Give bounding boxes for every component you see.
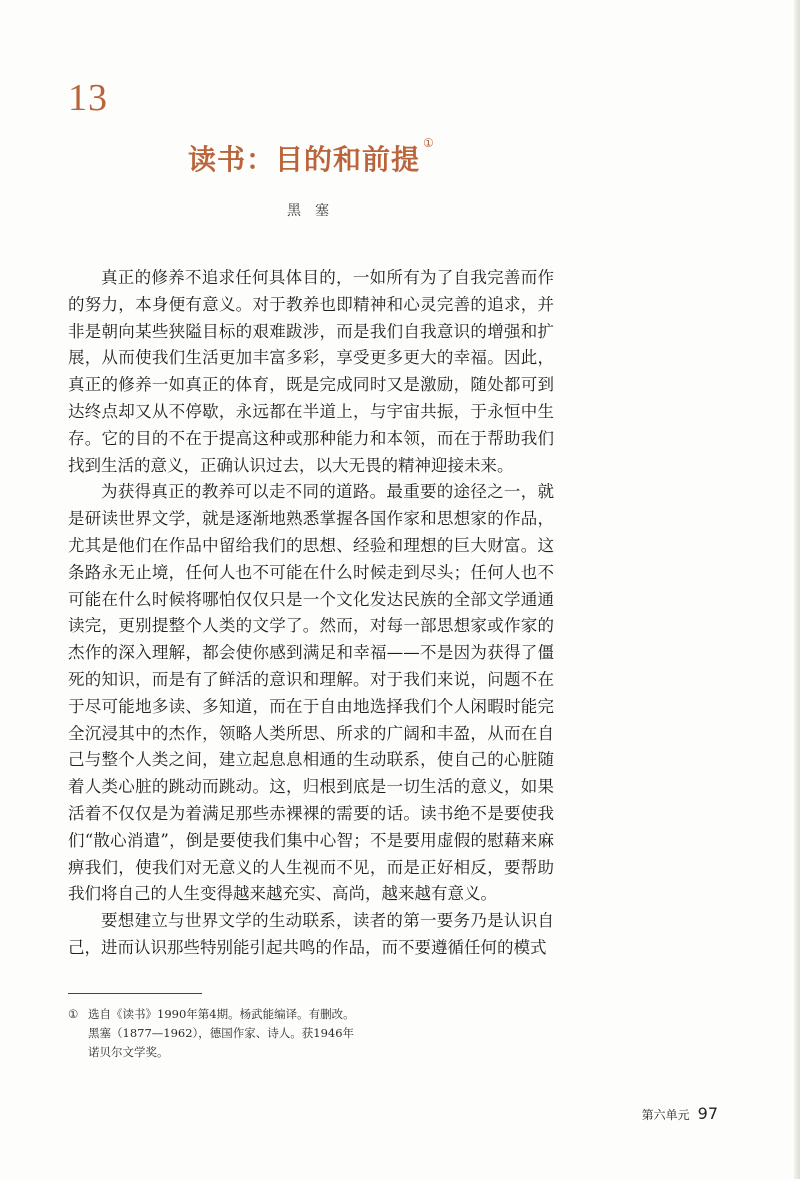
page-number: 97 xyxy=(697,1104,718,1123)
page-edge-shadow xyxy=(794,0,800,1179)
footnote-source: 选自《读书》1990年第4期。杨武能编译。有删改。 xyxy=(88,1007,355,1021)
footnote-award: 诺贝尔文学奖。 xyxy=(88,1045,169,1059)
author-name: 黑塞 xyxy=(287,203,343,219)
page-footer xyxy=(642,1104,718,1123)
page-title xyxy=(188,138,435,178)
footnote-divider xyxy=(68,993,202,994)
lesson-number: 13 xyxy=(68,77,108,119)
title-text: 读书：目的和前提 xyxy=(188,143,421,176)
footnote xyxy=(68,1005,408,1062)
paragraph-2: 为获得真正的教养可以走不同的道路。最重要的途径之一，就是研读世界文学，就是逐渐地熟悉掌握各国作家和思想家的作品，尤其是他们在作品中留给我们的思想、经验和理想的巨大财富。这条路永无止境，任何人也不可能在什么时候走到尽头；任何人也不可能在什么时候将哪怕仅仅只是一个文化发达民族的全部文学通通读完，更别提整个人类的文学了。然而，对每一部思想家或作家的杰作的深入理解，都会使你感到满足和幸福——不是因为获得了僵死的知识，而是有了鲜活的意识和理解。对于我们来说，问题不在于尽可能地多读、多知道，而在于自由地选择我们个人闲暇时能完全沉浸其中的杰作，领略人类所思、所求的广阔和丰盈，从而在自己与整个人类之间，建立起息息相通的生动联系，使自己的心脏随着人类心脏的跳动而跳动。这，归根到底是一切生活的意义，如果活着不仅仅是为着满足那些赤裸裸的需要的话。读书绝不是要使我们“散心消遣”，倒是要使我们集中心智；不是要用虚假的慰藉来麻痹我们，使我们对无意义的人生视而不见，而是正好相反，要帮助我们将自己的人生变得越来越充实、高尚，越来越有意义。 xyxy=(68,482,554,904)
article-body xyxy=(68,265,554,962)
footnote-author-bio: 黑塞（1877—1962），德国作家、诗人。获1946年 xyxy=(88,1026,355,1040)
paragraph-1: 真正的修养不追求任何具体目的，一如所有为了自我完善而作的努力，本身便有意义。对于教养也即精神和心灵完善的追求，并非是朝向某些狭隘目标的艰难跋涉，而是我们自我意识的增强和扩展，从而使我们生活更加丰富多彩，享受更多更大的幸福。因此，真正的修养一如真正的体育，既是完成同时又是激励，随处都可到达终点却又从不停歇，永远都在半道上，与宇宙共振，于永恒中生存。它的目的不在于提高这种或那种能力和本领，而在于帮助我们找到生活的意义，正确认识过去，以大无畏的精神迎接未来。 xyxy=(68,268,554,475)
title-footnote-marker: ① xyxy=(423,136,435,150)
unit-label: 第六单元 xyxy=(641,1108,690,1122)
footnote-marker: ① xyxy=(68,1007,79,1021)
paragraph-3: 要想建立与世界文学的生动联系，读者的第一要务乃是认识自己，进而认识那些特别能引起共鸣的作品，而不要遵循任何的模式 xyxy=(68,911,554,957)
